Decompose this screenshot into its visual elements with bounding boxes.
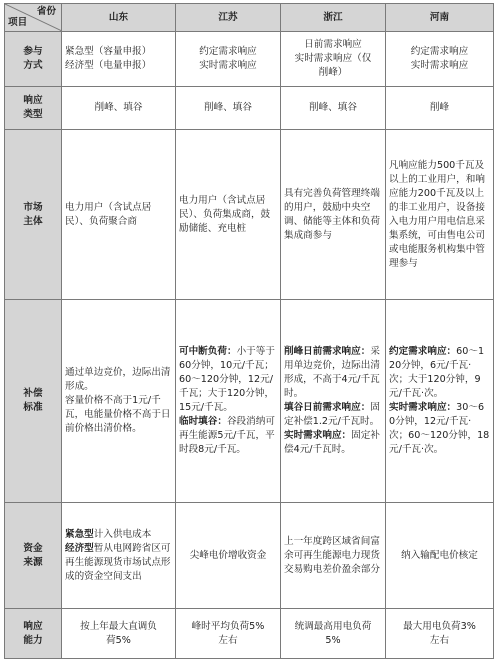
row-label-line: 补偿 <box>23 388 43 399</box>
row-label-participation <box>5 32 62 87</box>
cell-compensation-zhejiang <box>281 300 386 503</box>
corner-header-cell <box>5 4 62 32</box>
cell-participation-henan <box>386 32 494 87</box>
cell-line: 实时需求响应（仅 <box>294 53 372 64</box>
cell-participation-jiangsu <box>176 32 281 87</box>
cell-funding-jiangsu: 尖峰电价增收资金 <box>176 503 281 609</box>
row-label-line: 响应 <box>23 620 43 632</box>
term-text: 计入供电成本 <box>93 528 152 540</box>
cell-funding-henan: 纳入输配电价核定 <box>386 503 494 609</box>
term-text: 谷段消纳可再生能源5元/千瓦，平时段8元/千瓦。 <box>179 416 275 455</box>
row-label-line: 来源 <box>23 556 43 568</box>
cell-line: 统调最高用电负荷 <box>294 620 372 632</box>
cell-capacity-zhejiang <box>281 609 386 659</box>
demand-response-comparison-table <box>4 3 494 659</box>
row-label-line: 方式 <box>23 60 43 71</box>
row-label-funding <box>5 503 62 609</box>
province-header-shandong: 山东 <box>62 4 176 32</box>
cell-paragraph <box>65 528 172 542</box>
row-label-capacity <box>5 609 62 659</box>
term-label: 填谷日前需求响应： <box>284 402 371 413</box>
row-capacity <box>5 609 494 659</box>
row-label-line: 类型 <box>23 109 43 120</box>
cell-line: 经济型（电量申报） <box>65 60 152 71</box>
cell-line: 实时需求响应 <box>199 60 257 71</box>
cell-line: 日前需求响应 <box>304 39 362 50</box>
cell-paragraph <box>284 401 382 429</box>
cell-line: 荷5% <box>106 634 131 646</box>
row-label-line: 资金 <box>23 542 43 554</box>
cell-compensation-shandong <box>62 300 176 503</box>
term-label: 约定需求响应： <box>389 346 457 357</box>
term-label: 削峰日前需求响应： <box>284 346 371 357</box>
cell-line: 最大用电负荷3% <box>403 620 476 632</box>
row-response-type <box>5 87 494 130</box>
cell-line: 左右 <box>218 634 238 646</box>
row-label-response-type <box>5 87 62 130</box>
cell-paragraph <box>284 429 382 457</box>
term-label: 紧急型 <box>65 528 94 540</box>
cell-response-type-zhejiang: 削峰、填谷 <box>281 87 386 130</box>
cell-paragraph <box>284 345 382 401</box>
row-label-line: 参与 <box>23 46 43 57</box>
province-header-henan: 河南 <box>386 4 494 32</box>
row-label-market-entity <box>5 130 62 300</box>
row-funding <box>5 503 494 609</box>
term-text: 固定补偿4元/千瓦时。 <box>284 430 380 455</box>
term-text: 小于等于60分钟，10元/千瓦；60～120分钟，12元/千瓦；大于120分钟，15元/千瓦。 <box>179 346 275 413</box>
cell-line: 实时需求响应 <box>410 60 469 71</box>
term-text: 固定补偿1.2元/千瓦时。 <box>284 402 380 427</box>
row-label-line: 能力 <box>23 634 43 646</box>
cell-response-type-shandong: 削峰、填谷 <box>62 87 176 130</box>
cell-line: 约定需求响应 <box>410 46 469 57</box>
cell-market-entity-shandong: 电力用户（含试点居民）、负荷聚合商 <box>62 130 176 300</box>
cell-line: 5% <box>325 634 341 646</box>
corner-label-item: 项目 <box>8 17 28 28</box>
cell-line: 约定需求响应 <box>199 46 257 57</box>
province-header-zhejiang: 浙江 <box>281 4 386 32</box>
cell-paragraph <box>179 415 277 457</box>
term-label: 临时填谷： <box>179 416 227 427</box>
cell-paragraph <box>389 345 490 401</box>
cell-market-entity-jiangsu: 电力用户（含试点居民）、负荷集成商，鼓励储能、充电桩 <box>176 130 281 300</box>
cell-paragraph: 通过单边竞价，边际出清形成。 <box>65 367 171 392</box>
term-text: 60～120分钟，6元/千瓦·次；大于120分钟，9元/千瓦·次。 <box>389 346 485 399</box>
row-market-entity <box>5 130 494 300</box>
cell-line: 左右 <box>429 634 450 646</box>
cell-response-type-henan: 削峰 <box>386 87 494 130</box>
term-text: 采用单边竞价，边际出清形成，不高于4元/千瓦时。 <box>284 346 380 399</box>
term-label: 可中断负荷： <box>179 346 237 357</box>
row-label-line: 主体 <box>23 215 43 227</box>
cell-capacity-shandong <box>62 609 176 659</box>
cell-response-type-jiangsu: 削峰、填谷 <box>176 87 281 130</box>
cell-capacity-jiangsu <box>176 609 281 659</box>
cell-line: 峰时平均负荷5% <box>191 620 265 632</box>
cell-paragraph <box>179 345 277 415</box>
cell-participation-shandong <box>62 32 176 87</box>
province-header-jiangsu: 江苏 <box>176 4 281 32</box>
cell-capacity-henan <box>386 609 494 659</box>
cell-line: 按上年最大直调负 <box>80 620 157 632</box>
corner-label-province: 省份 <box>36 6 56 17</box>
cell-paragraph <box>65 542 172 584</box>
row-label-line: 市场 <box>23 201 43 213</box>
cell-funding-shandong <box>62 503 176 609</box>
term-label: 经济型 <box>65 542 94 554</box>
cell-line: 紧急型（容量申报） <box>65 46 152 57</box>
cell-market-entity-henan: 凡响应能力500千瓦及以上的工业用户，和响应能力200千瓦及以上的非工业用户，设备接入电力用户用电信息采集系统，可由售电公司或电能服务机构集中管理参与 <box>386 130 494 300</box>
term-label: 实时需求响应： <box>389 402 457 413</box>
cell-paragraph <box>389 401 490 457</box>
term-label: 实时需求响应： <box>284 430 352 441</box>
row-label-line: 标准 <box>23 402 43 413</box>
row-label-compensation <box>5 300 62 503</box>
cell-paragraph: 容量价格不高于1元/千瓦，电能量价格不高于日前价格出清价格。 <box>65 395 171 434</box>
cell-line: 削峰） <box>318 67 348 78</box>
row-participation <box>5 32 494 87</box>
header-row <box>5 4 494 32</box>
term-text: 暂从电网跨省区可再生能源现货市场试点形成的资金空间支出 <box>65 542 171 582</box>
row-compensation <box>5 300 494 503</box>
cell-funding-zhejiang: 上一年度跨区域省间富余可再生能源电力现货交易购电差价盈余部分 <box>281 503 386 609</box>
cell-compensation-henan <box>386 300 494 503</box>
row-label-line: 响应 <box>23 95 43 106</box>
cell-participation-zhejiang <box>281 32 386 87</box>
cell-compensation-jiangsu <box>176 300 281 503</box>
term-text: 30～60分钟，12元/千瓦·次；60～120分钟，18元/千瓦·次。 <box>389 402 490 455</box>
cell-market-entity-zhejiang: 具有完善负荷管理终端的用户，鼓励中央空调、储能等主体和负荷集成商参与 <box>281 130 386 300</box>
